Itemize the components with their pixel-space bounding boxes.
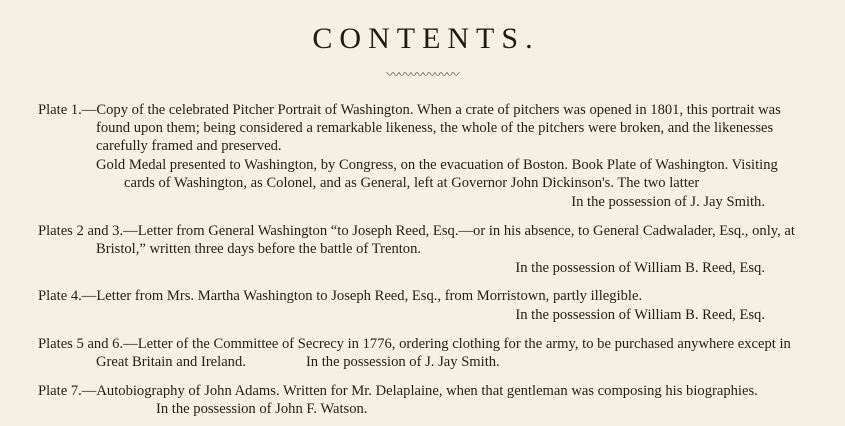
list-item (38, 288, 807, 325)
entry-possession: In the possession of J. Jay Smith. (571, 193, 765, 210)
entry-lead: Plate 1. (38, 102, 82, 118)
list-item (38, 102, 807, 212)
entry-body: —Letter from Mrs. Martha Washington to Joseph Reed, Esq., from Morristown, partly illegible. (81, 288, 643, 305)
contents-page (0, 22, 845, 426)
entry-body: —Autobiography of John Adams. Written for Mr. Delaplaine, when that gentleman was composing his biographies. (81, 383, 758, 400)
entry-text (38, 288, 807, 306)
entry-body: —Letter of the Committee of Secrecy in 1776, ordering clothing for the army, to be purchased anywhere except in Great Britain and Ireland. (96, 336, 791, 371)
entry-possession: In the possession of William B. Reed, Esq. (515, 259, 765, 276)
entry-body: —Letter from General Washington “to Joseph Reed, Esq.—or in his absence, to General Cadwalader, Esq., only, at Bristol,” written three days before the battle of Trenton. (96, 222, 795, 257)
entry-lead: Plate 4. (38, 288, 82, 305)
entry-lead: Plates 2 and 3. (38, 222, 124, 239)
entry-text (38, 383, 807, 419)
list-item (38, 383, 807, 419)
page-title: CONTENTS. (312, 22, 540, 55)
entry-text (38, 223, 807, 259)
entry-possession: In the possession of John F. Watson. (156, 401, 368, 418)
ornament-divider: 〰〰〰〰〰〰 (386, 72, 459, 82)
list-item (38, 223, 807, 278)
entry-subtext: Gold Medal presented to Washington, by Congress, on the evacuation of Boston. Book Plate of Washington. Visiting cards of Washington, as Colonel, and as General, left at Governor John Dickinson's. The two latter (96, 156, 778, 191)
entry-text (38, 102, 807, 156)
entry-possession: In the possession of J. Jay Smith. (305, 354, 500, 371)
contents-entry-list (38, 102, 807, 419)
entry-possession: In the possession of William B. Reed, Esq. (515, 307, 765, 324)
entry-lead: Plates 5 and 6. (38, 336, 124, 353)
entry-lead: Plate 7. (38, 383, 82, 400)
entry-body: —Copy of the celebrated Pitcher Portrait of Washington. When a crate of pitchers was opened in 1801, this portrait was found upon them; being considered a remarkable likeness, the whole of the pitchers were broken, and the likenesses carefully framed and preserved. (81, 102, 781, 154)
list-item (38, 336, 807, 372)
entry-text (38, 336, 807, 372)
